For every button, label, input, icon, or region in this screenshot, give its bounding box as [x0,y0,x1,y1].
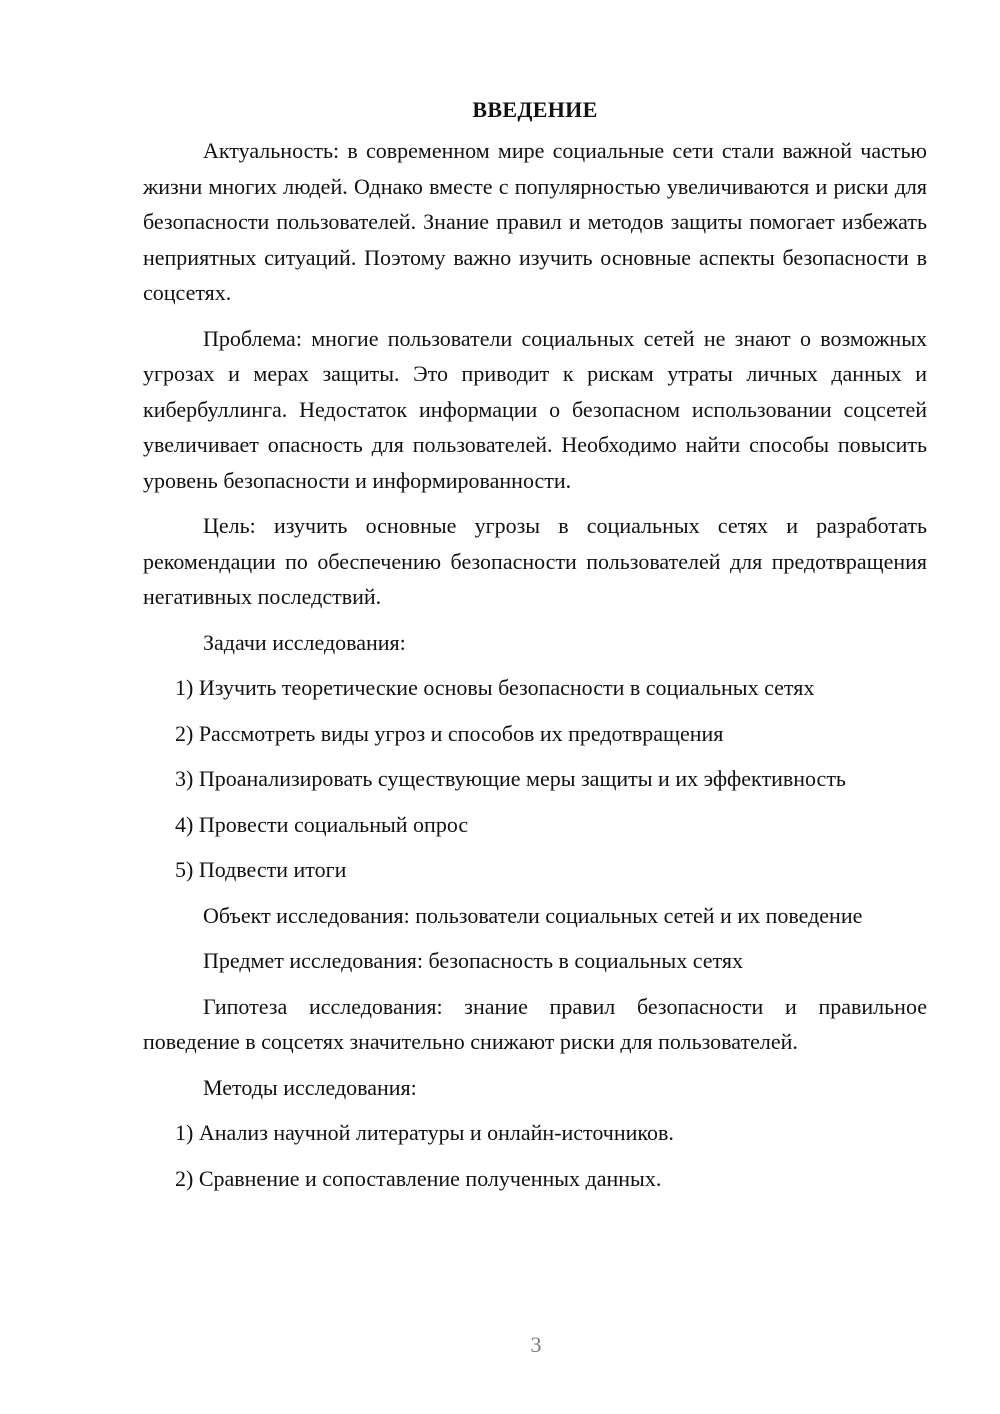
task-item-2: 2) Рассмотреть виды угроз и способов их предотвращения [175,720,724,746]
paragraph-problem: Проблема: многие пользователи социальных сетей не знают о возможных угрозах и мерах защиты. Это приводит к рискам утраты личных данных и кибербуллинга. Недостаток информации о безопасном использовании соцсетей увеличивает опасность для пользователей. Необходимо найти способы повысить уровень безопасности и информированности. [143,325,927,493]
paragraph-hypothesis: Гипотеза исследования: знание правил безопасности и правильное поведение в соцсетях значительно снижают риски для пользователей. [143,993,927,1054]
page-number: 3 [530,1332,542,1357]
paragraph-goal: Цель: изучить основные угрозы в социальных сетях и разработать рекомендации по обеспечению безопасности пользователей для предотвращения негативных последствий. [143,513,927,609]
tasks-title: Задачи исследования: [203,629,406,655]
task-item-1: 1) Изучить теоретические основы безопасности в социальных сетях [175,675,815,700]
task-item-4: 4) Провести социальный опрос [175,811,469,837]
method-item-2: 2) Сравнение и сопоставление полученных данных. [175,1165,662,1191]
paragraph-relevance: Актуальность: в современном мире социальные сети стали важной частью жизни многих людей. Однако вместе с популярностью увеличиваются и риски для безопасности пользователей. Знание правил и методов защиты помогает избежать неприятных ситуаций. Поэтому важно изучить основные аспекты безопасности в соцсетях. [143,138,927,305]
section-heading: ВВЕДЕНИЕ [472,97,598,122]
paragraph-object: Объект исследования: пользователи социальных сетей и их поведение [203,902,863,928]
paragraph-subject: Предмет исследования: безопасность в социальных сетях [203,948,743,973]
task-item-5: 5) Подвести итоги [175,857,347,882]
task-item-3: 3) Проанализировать существующие меры защиты и их эффективность [175,766,846,791]
page-content [143,93,927,1206]
method-item-1: 1) Анализ научной литературы и онлайн-источников. [175,1120,674,1145]
methods-title: Методы исследования: [203,1074,417,1100]
